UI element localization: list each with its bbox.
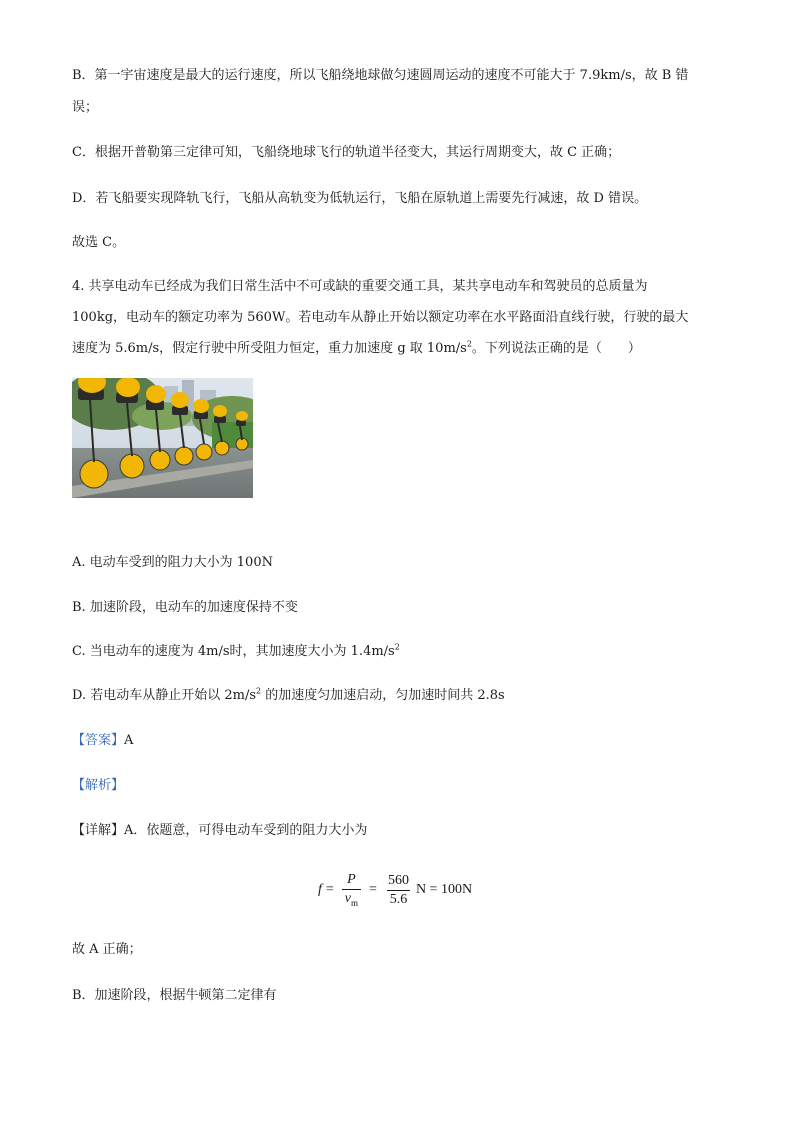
- answer-label: 【答案】: [72, 733, 125, 748]
- b-next-explanation: B．加速阶段，根据牛顿第二定律有: [72, 988, 277, 1003]
- analysis-label: 【解析】: [72, 778, 125, 793]
- question-4-line2: 100kg，电动车的额定功率为 560W。若电动车从静止开始以额定功率在水平路面沿直线行驶，行驶的最大: [72, 310, 689, 325]
- resistance-formula: f = $\frac{P}{v_m}$ = $\frac{560}{5.6}$ N = 100N: [318, 872, 473, 908]
- option-b-explanation-line1: B．第一宇宙速度是最大的运行速度，所以飞船绕地球做匀速圆周运动的速度不可能大于 7.9km/s，故 B 错: [72, 68, 689, 83]
- answer-line: [72, 731, 133, 751]
- question-4-line3: 速度为 5.6m/s，假定行驶中所受阻力恒定，重力加速度 g 取 $10m/s^2$。下列说法正确的是（ ）: [72, 339, 641, 356]
- previous-answer-choice: 故选 C。: [72, 235, 126, 250]
- option-a: A. 电动车受到的阻力大小为 100N: [72, 555, 273, 570]
- yellow-shared-ebikes-photo: [72, 378, 253, 498]
- option-d: D. 若电动车从静止开始以 $2m/s^2$ 的加速度匀加速启动，匀加速时间共 2.8s: [72, 686, 505, 703]
- detail-line: 【详解】A．依题意，可得电动车受到的阻力大小为: [72, 823, 368, 838]
- option-b-explanation-line2: 误；: [72, 100, 99, 115]
- option-c: C. 当电动车的速度为 4m/s时，其加速度大小为 $1.4m/s^2$: [72, 642, 400, 659]
- option-c-explanation: C．根据开普勒第三定律可知，飞船绕地球飞行的轨道半径变大，其运行周期变大，故 C 正确；: [72, 145, 621, 160]
- answer-value: A: [124, 733, 134, 748]
- option-d-explanation: D．若飞船要实现降轨飞行，飞船从高轨变为低轨运行，飞船在原轨道上需要先行减速，故 D 错误。: [72, 191, 648, 206]
- option-b: B. 加速阶段，电动车的加速度保持不变: [72, 600, 298, 615]
- conclusion-a: 故 A 正确；: [72, 942, 142, 957]
- question-4-line1: 4. 共享电动车已经成为我们日常生活中不可或缺的重要交通工具，某共享电动车和驾驶员的总质量为: [72, 279, 648, 294]
